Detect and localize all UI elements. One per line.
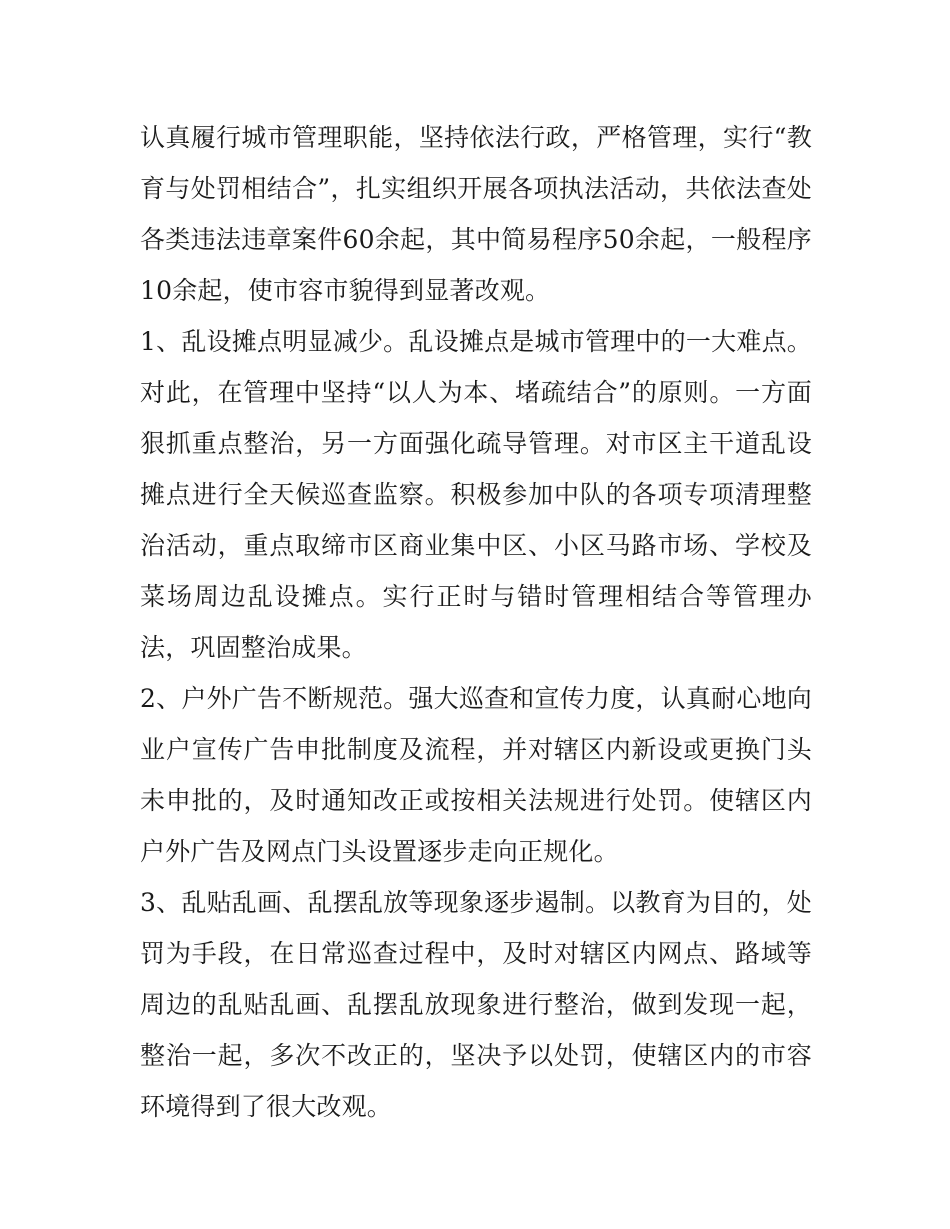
paragraph-intro: 认真履行城市管理职能，坚持依法行政，严格管理，实行“教育与处罚相结合”，扎实组织开展各项执法活动，共依法查处各类违法违章案件60余起，其中简易程序50余起，一般程序10余起，使市容市貌得到显著改观。 [140, 123, 812, 305]
paragraph-item-1: 1、乱设摊点明显减少。乱设摊点是城市管理中的一大难点。对此，在管理中坚持“以人为本、堵疏结合”的原则。一方面狠抓重点整治，另一方面强化疏导管理。对市区主干道乱设摊点进行全天候巡查监察。积极参加中队的各项专项清理整治活动，重点取缔市区商业集中区、小区马路市场、学校及菜场周边乱设摊点。实行正时与错时管理相结合等管理办法，巩固整治成果。 [140, 327, 812, 662]
document-body [140, 112, 812, 1132]
paragraph-item-2: 2、户外广告不断规范。强大巡查和宣传力度，认真耐心地向业户宣传广告申批制度及流程，并对辖区内新设或更换门头未申批的，及时通知改正或按相关法规进行处罚。使辖区内户外广告及网点门头设置逐步走向正规化。 [140, 684, 812, 866]
paragraph-item-3: 3、乱贴乱画、乱摆乱放等现象逐步遏制。以教育为目的，处罚为手段，在日常巡查过程中，及时对辖区内网点、路域等周边的乱贴乱画、乱摆乱放现象进行整治，做到发现一起，整治一起，多次不改正的，坚决予以处罚，使辖区内的市容环境得到了很大改观。 [140, 888, 812, 1121]
